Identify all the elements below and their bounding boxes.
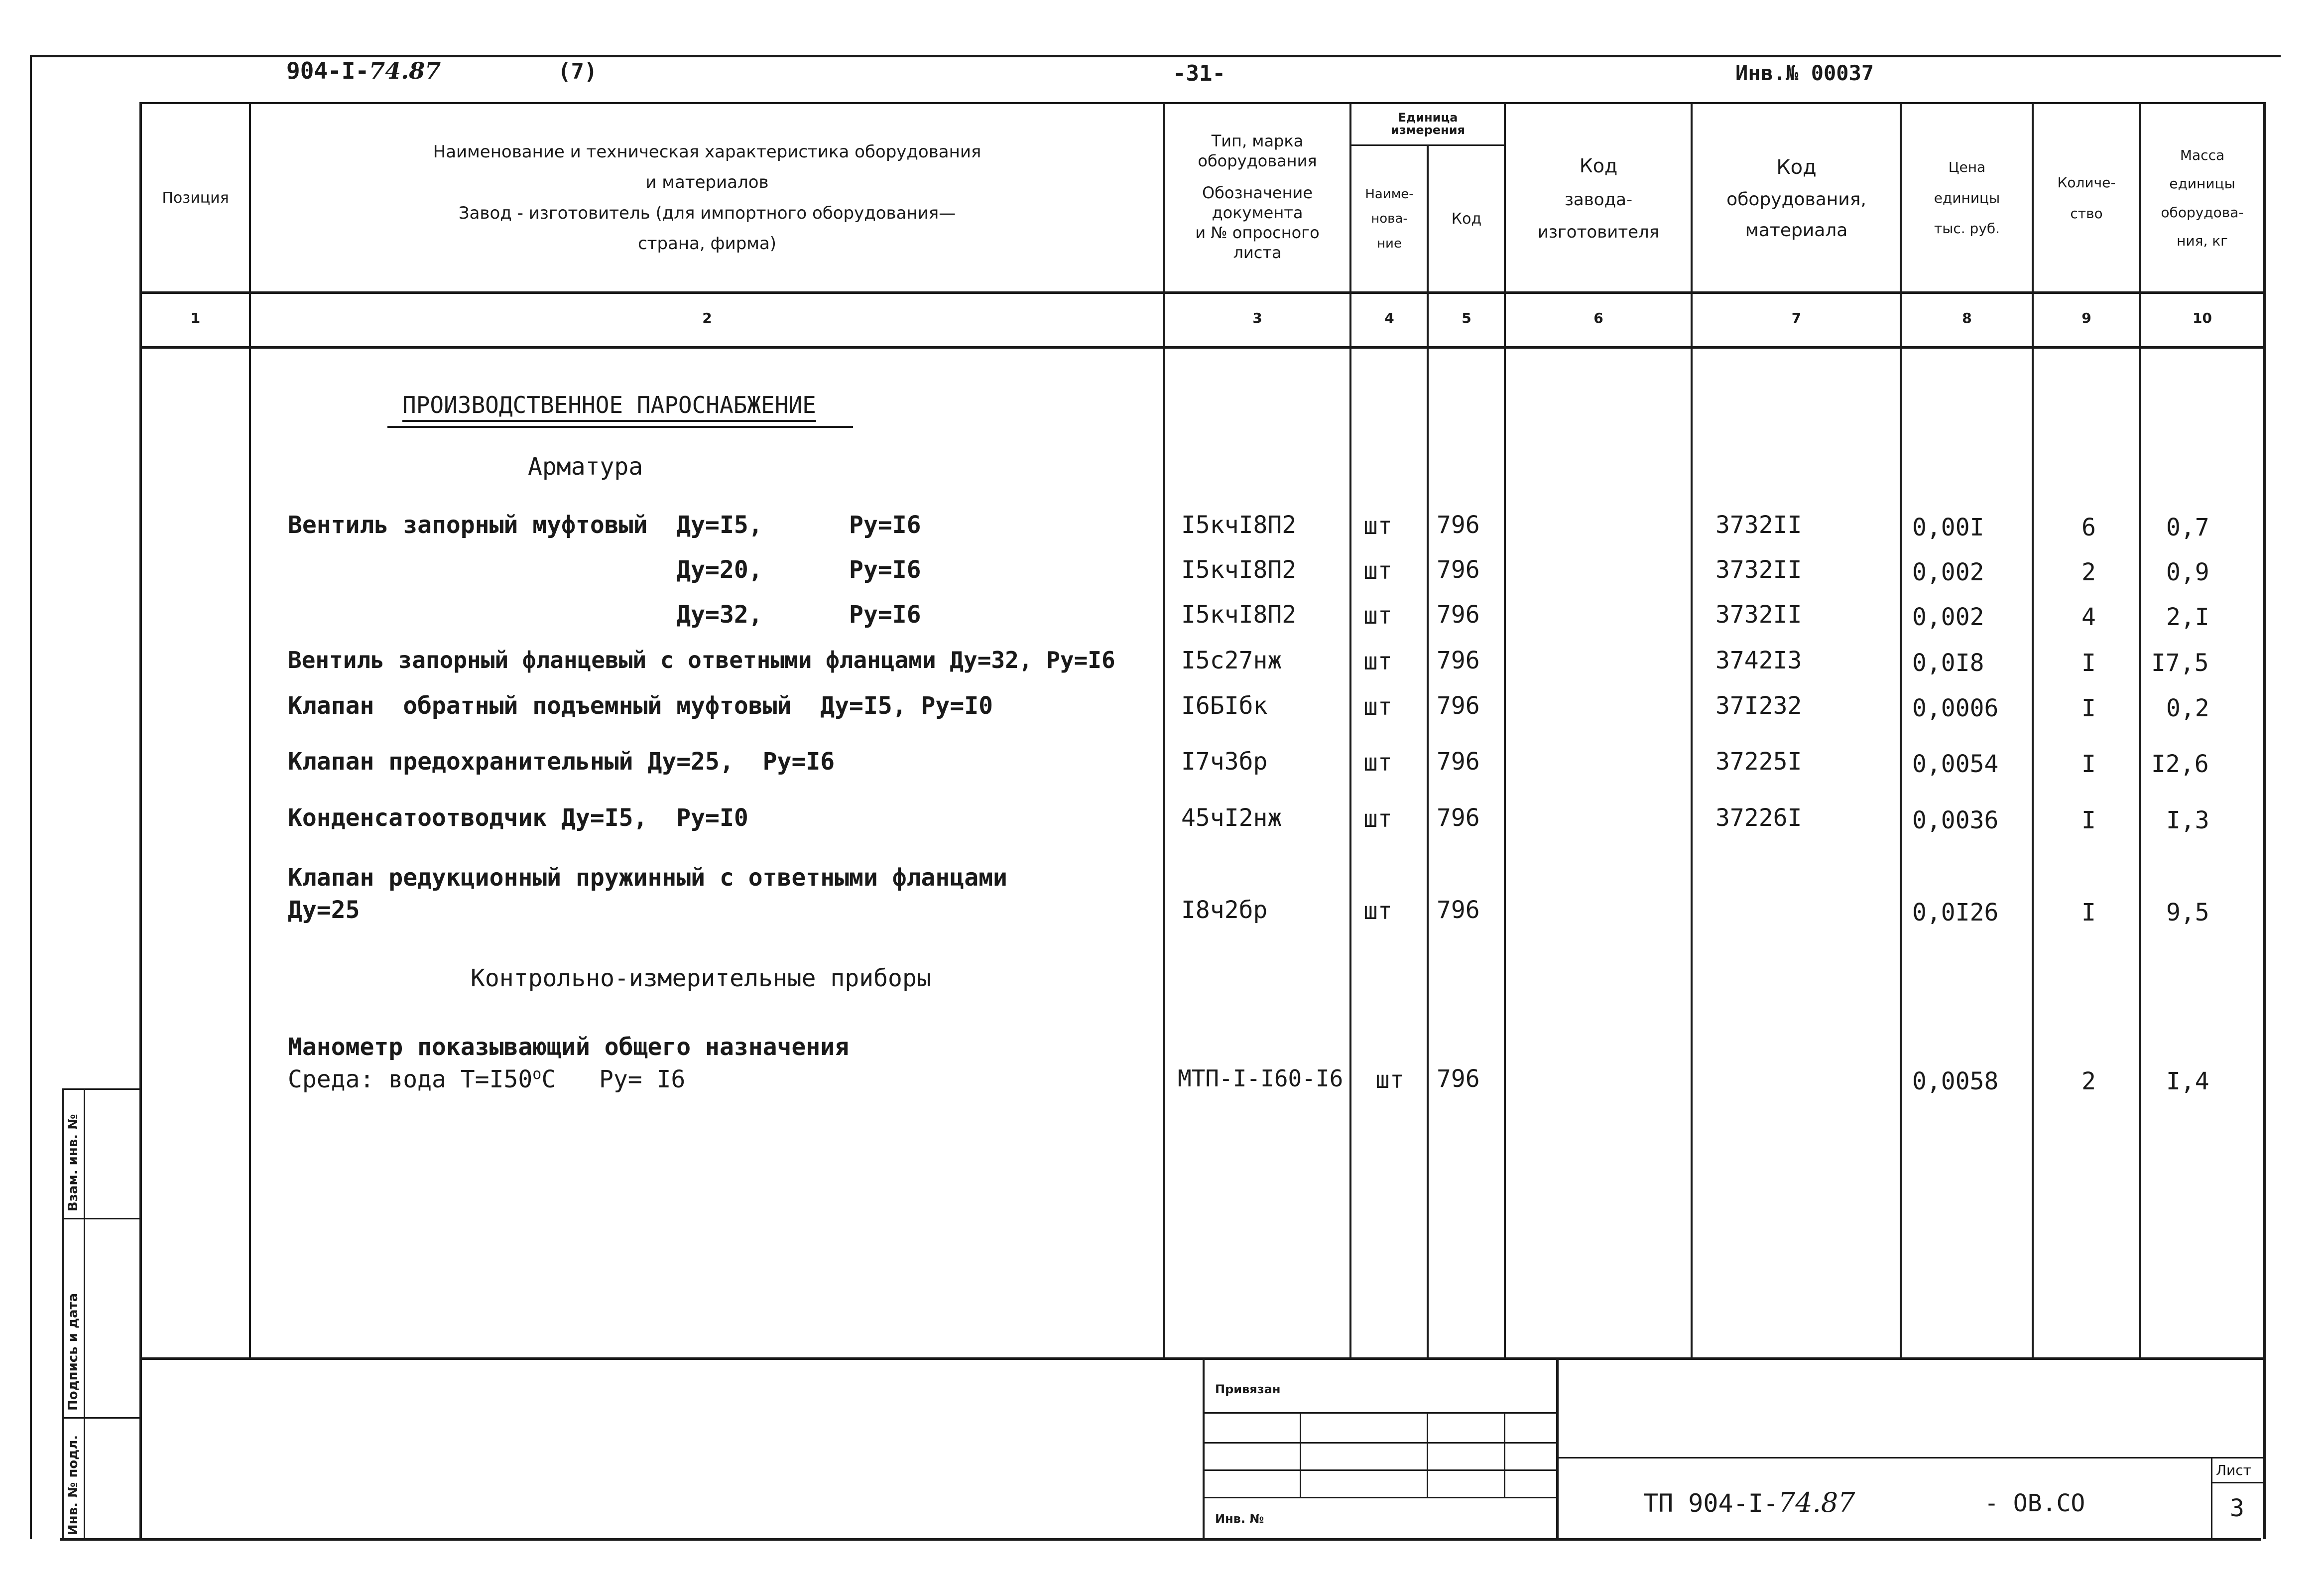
col-numbers-bottom-line — [139, 346, 2266, 349]
col-number-7: 7 — [1791, 310, 1802, 326]
row-3-mass: 2,I — [2166, 603, 2209, 631]
header-position — [142, 105, 249, 291]
header-unit-line2: измерения — [1391, 123, 1465, 137]
header-type-line6: листа — [1233, 243, 1282, 262]
subsection-armatura: Арматура — [528, 453, 643, 481]
row-2-price: 0,002 — [1912, 558, 1984, 586]
col-sep-3 — [1349, 102, 1351, 1357]
row-6-qty: I — [2081, 750, 2096, 778]
row-7-equip: 37226I — [1715, 804, 1802, 832]
col-sep-7 — [1900, 102, 1902, 1357]
header-name-line3: Завод - изготовитель (для импортного оборудования— — [458, 203, 956, 223]
header-position-label: Позиция — [162, 189, 229, 207]
list-number: 3 — [2230, 1494, 2244, 1522]
header-unit-name-line3: ние — [1377, 236, 1402, 251]
header-unit-name — [1352, 147, 1427, 291]
row-4-name: Вентиль запорный фланцевый с ответными фланцами Ду=32, Ру=I6 — [288, 647, 1115, 673]
row-1-mass: 0,7 — [2166, 514, 2209, 541]
stamp-row-line-2 — [1203, 1442, 1556, 1444]
row-1-name: Вентиль запорный муфтовый Ду=I5, Ру=I6 — [288, 511, 921, 539]
header-plant-line2: завода- — [1564, 190, 1633, 210]
section-title: ПРОИЗВОДСТВЕННОЕ ПАРОСНАБЖЕНИЕ — [402, 392, 816, 418]
col-number-9: 9 — [2081, 310, 2091, 326]
col-number-8: 8 — [1962, 310, 1972, 326]
header-mass-line1: Масса — [2180, 146, 2225, 163]
row-8-name-cont: Ду=25 — [288, 896, 360, 924]
row-5-equip: 37I232 — [1715, 692, 1802, 720]
row-5-code: 796 — [1437, 692, 1480, 720]
row-4-mass: I7,5 — [2151, 649, 2209, 677]
top-sheet-index: (7) — [558, 59, 598, 84]
stamp-mid-divider — [1556, 1357, 1559, 1539]
row-6-type: I7ч3бр — [1181, 748, 1268, 776]
frame-right-line — [2263, 102, 2266, 1539]
stamp-doc-code-handwritten: 74.87 — [1778, 1487, 1855, 1518]
stamp-col-line-2 — [1427, 1412, 1428, 1497]
header-unit-name-line2: нова- — [1371, 211, 1408, 227]
row-7-price: 0,0036 — [1912, 806, 1999, 834]
side-label-vzam: Взам. инв. № — [66, 1114, 81, 1211]
row-1-unit: шт — [1363, 512, 1392, 540]
header-price-line2: единицы — [1934, 189, 2000, 206]
header-type-line3: Обозначение — [1202, 183, 1313, 202]
side-label-podpis: Подпись и дата — [66, 1293, 81, 1411]
stamp-doc-code-printed: ТП 904-I- — [1643, 1489, 1778, 1518]
row-6-mass: I2,6 — [2151, 750, 2209, 778]
row-8-price: 0,0I26 — [1912, 899, 1999, 927]
row-7-name: Конденсатоотводчик Ду=I5, Ру=I0 — [288, 804, 748, 832]
row-1-type: I5кчI8П2 — [1181, 511, 1297, 539]
top-doc-code-printed: 904-I- — [286, 57, 369, 84]
row-2-mass: 0,9 — [2166, 558, 2209, 586]
header-type-line4: документа — [1212, 203, 1303, 222]
col-number-4: 4 — [1384, 310, 1394, 326]
row-8-name: Клапан редукционный пружинный с ответными фланцами — [288, 864, 1007, 892]
col-number-10: 10 — [2193, 310, 2212, 326]
header-unit-code — [1429, 147, 1504, 291]
row-5-name: Клапан обратный подъемный муфтовый Ду=I5, Ру=I0 — [288, 692, 993, 720]
side-box-split-1 — [62, 1218, 139, 1219]
header-type-line1: Тип, марка — [1211, 132, 1304, 150]
header-mass-line2: единицы — [2169, 175, 2235, 192]
header-plant-line3: изготовителя — [1537, 222, 1660, 242]
side-box-left — [62, 1088, 64, 1539]
side-box-split-2 — [62, 1417, 139, 1419]
row-5-price: 0,0006 — [1912, 694, 1999, 722]
row-3-unit: шт — [1363, 602, 1392, 630]
top-page-mark: -31- — [1173, 61, 1225, 86]
frame-outer-left — [30, 55, 32, 1539]
col-sep-8 — [2032, 102, 2034, 1357]
top-doc-code — [286, 57, 441, 84]
row-9-price: 0,0058 — [1912, 1067, 1999, 1095]
row-8-type: I8ч2бр — [1181, 896, 1268, 924]
row-2-name: Ду=20, Ру=I6 — [288, 556, 921, 584]
header-equip-line2: оборудования, — [1726, 189, 1866, 210]
top-doc-code-handwritten: 74.87 — [369, 57, 441, 84]
row-9-unit: шт — [1375, 1066, 1404, 1094]
header-name-line1: Наименование и техническая характеристика оборудования — [433, 142, 981, 162]
stamp-title-line — [1556, 1457, 2263, 1458]
row-9-type: МТП-I-I60-I6 — [1178, 1065, 1344, 1092]
list-box-left — [2211, 1457, 2212, 1539]
row-9-medium: Среда: вода Т=I50 — [288, 1065, 533, 1093]
row-4-qty: I — [2081, 649, 2096, 677]
side-label-inv: Инв. № подл. — [66, 1435, 81, 1535]
stamp-left-divider — [1203, 1357, 1205, 1539]
header-unit-code-label: Код — [1451, 210, 1482, 228]
row-8-unit: шт — [1363, 897, 1392, 925]
row-5-type: I6БIбк — [1181, 692, 1268, 720]
row-3-equip: 3732II — [1715, 601, 1802, 629]
header-equip-line1: Код — [1776, 156, 1817, 179]
col-sep-1 — [249, 102, 251, 1357]
col-sep-9 — [2139, 102, 2141, 1357]
stamp-privyazan-label: Привязан — [1215, 1382, 1281, 1396]
col-sep-5 — [1504, 102, 1506, 1357]
row-4-equip: 3742I3 — [1715, 647, 1802, 674]
frame-top-line — [30, 55, 2281, 57]
col-number-5: 5 — [1462, 310, 1471, 326]
header-type-line2: оборудования — [1198, 151, 1317, 170]
stamp-row-line-3 — [1203, 1469, 1556, 1471]
header-unit — [1352, 105, 1504, 143]
unit-group-divider — [1349, 144, 1504, 146]
top-inventory-label: Инв.№ 00037 — [1735, 61, 1874, 85]
header-unit-line1: Единица — [1398, 110, 1458, 125]
row-6-code: 796 — [1437, 748, 1480, 776]
row-3-qty: 4 — [2081, 603, 2096, 631]
row-7-type: 45чI2нж — [1181, 804, 1282, 832]
row-4-type: I5с27нж — [1181, 647, 1282, 674]
row-2-code: 796 — [1437, 556, 1480, 584]
col-number-2: 2 — [702, 310, 712, 326]
row-6-equip: 37225I — [1715, 748, 1802, 776]
row-1-code: 796 — [1437, 511, 1480, 539]
row-5-mass: 0,2 — [2166, 694, 2209, 722]
row-1-equip: 3732II — [1715, 511, 1802, 539]
header-equip-line3: материала — [1745, 220, 1848, 241]
row-5-unit: шт — [1363, 693, 1392, 721]
header-mass — [2141, 105, 2263, 291]
header-price-line3: тыс. руб. — [1934, 220, 2000, 237]
row-7-qty: I — [2081, 806, 2096, 834]
row-9-degree: о — [532, 1065, 542, 1083]
row-7-code: 796 — [1437, 804, 1480, 832]
col-sep-4 — [1427, 144, 1429, 1357]
header-price — [1902, 105, 2032, 291]
header-quantity — [2034, 105, 2139, 291]
row-4-code: 796 — [1437, 647, 1480, 674]
header-type-line5: и № опросного — [1195, 223, 1320, 242]
col-number-3: 3 — [1252, 310, 1262, 326]
list-label: Лист — [2216, 1462, 2251, 1478]
row-2-qty: 2 — [2081, 558, 2096, 586]
row-3-name: Ду=32, Ру=I6 — [288, 601, 921, 629]
row-3-type: I5кчI8П2 — [1181, 601, 1297, 629]
side-box-top — [62, 1088, 139, 1090]
row-1-qty: 6 — [2081, 514, 2096, 541]
row-4-unit: шт — [1363, 648, 1392, 675]
row-2-equip: 3732II — [1715, 556, 1802, 584]
header-name — [251, 105, 1163, 291]
row-8-mass: 9,5 — [2166, 899, 2209, 927]
stamp-col-line-3 — [1504, 1412, 1505, 1497]
row-4-price: 0,0I8 — [1912, 649, 1984, 677]
col-sep-6 — [1691, 102, 1693, 1357]
row-9-code: 796 — [1437, 1065, 1480, 1093]
header-plant-code — [1506, 105, 1691, 291]
header-bottom-line — [139, 291, 2266, 294]
header-equipment-code — [1693, 105, 1900, 291]
header-type — [1165, 117, 1349, 276]
row-7-unit: шт — [1363, 805, 1392, 833]
row-6-unit: шт — [1363, 749, 1392, 777]
row-9-mass: I,4 — [2166, 1067, 2209, 1095]
row-9-name-cont — [288, 1067, 685, 1091]
header-qty-line2: ство — [2070, 205, 2103, 222]
row-6-name: Клапан предохранительный Ду=25, Ру=I6 — [288, 748, 835, 776]
subsection-kip: Контрольно-измерительные приборы — [471, 964, 931, 992]
row-1-price: 0,00I — [1912, 514, 1984, 541]
stamp-row-line-4 — [1203, 1497, 1556, 1498]
header-mass-line4: ния, кг — [2177, 232, 2228, 249]
row-6-price: 0,0054 — [1912, 750, 1999, 778]
row-7-mass: I,3 — [2166, 806, 2209, 834]
row-9-pressure: С Ру= I6 — [541, 1065, 686, 1093]
row-9-qty: 2 — [2081, 1067, 2096, 1095]
frame-bottom-line — [60, 1538, 2261, 1541]
header-qty-line1: Количе- — [2057, 174, 2116, 191]
row-5-qty: I — [2081, 694, 2096, 722]
row-8-qty: I — [2081, 899, 2096, 927]
header-unit-name-line1: Наиме- — [1365, 186, 1414, 202]
row-3-code: 796 — [1437, 601, 1480, 629]
list-box-mid — [2211, 1482, 2263, 1483]
stamp-doc-suffix: - ОВ.СО — [1984, 1489, 2085, 1517]
row-8-code: 796 — [1437, 896, 1480, 924]
header-top-line — [139, 102, 2266, 104]
row-2-type: I5кчI8П2 — [1181, 556, 1297, 584]
header-mass-line3: оборудова- — [2161, 204, 2244, 221]
col-number-6: 6 — [1593, 310, 1603, 326]
col-sep-2 — [1163, 102, 1165, 1357]
header-price-line1: Цена — [1948, 159, 1986, 176]
header-name-line2: и материалов — [645, 172, 769, 193]
section-title-underline — [387, 426, 853, 428]
stamp-inv-label: Инв. № — [1215, 1512, 1264, 1526]
side-box-inner — [84, 1088, 85, 1539]
row-9-name: Манометр показывающий общего назначения — [288, 1033, 850, 1061]
header-plant-line1: Код — [1579, 154, 1618, 177]
stamp-col-line-1 — [1300, 1412, 1301, 1497]
row-2-unit: шт — [1363, 557, 1392, 585]
header-name-line4: страна, фирма) — [637, 233, 777, 254]
stamp-row-line-1 — [1203, 1412, 1556, 1414]
stamp-doc-code — [1643, 1487, 1855, 1518]
row-3-price: 0,002 — [1912, 603, 1984, 631]
col-number-1: 1 — [190, 310, 201, 326]
